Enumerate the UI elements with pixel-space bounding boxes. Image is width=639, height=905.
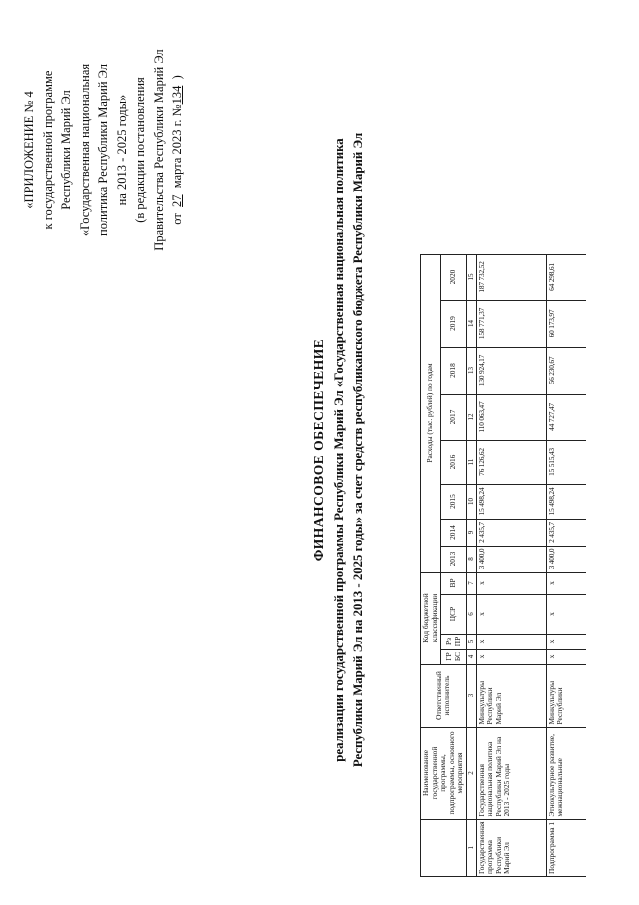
row-value: 15 498,24 — [476, 484, 546, 519]
row-value: 44 727,47 — [546, 394, 586, 440]
row-status: Подпрограмма 1 — [546, 819, 586, 876]
row-value: 2 435,7 — [546, 519, 586, 546]
row-grbs: x — [476, 649, 546, 664]
executor-header: Ответственный исполнитель — [421, 664, 467, 727]
annex-line: на 2013 - 2025 годы» — [114, 94, 129, 206]
table-header-row — [421, 254, 441, 876]
year-header: 2013 — [441, 546, 467, 572]
column-number: 11 — [466, 440, 476, 484]
row-executor: Минкультуры Республики — [546, 664, 586, 727]
decree-prefix: от — [170, 213, 184, 225]
row-value: 64 298,61 — [546, 254, 586, 300]
year-header: 2018 — [441, 347, 467, 394]
row-value: 130 924,17 — [476, 347, 546, 394]
column-number: 9 — [466, 519, 476, 546]
column-number: 12 — [466, 394, 476, 440]
row-vr: x — [546, 572, 586, 594]
grbs-header: ГР БС — [441, 649, 467, 664]
year-header: 2015 — [441, 484, 467, 519]
row-executor: Минкультуры Республики Марий Эл — [476, 664, 546, 727]
column-number: 5 — [466, 634, 476, 649]
row-rzpr: x — [476, 634, 546, 649]
document-subtitle-line: реализации государственной программы Республики Марий Эл «Государственная национальная политика — [332, 138, 346, 762]
year-header: 2016 — [441, 440, 467, 484]
annex-line: Правительства Республики Марий Эл — [151, 49, 166, 251]
column-number: 15 — [466, 254, 476, 300]
table-row — [476, 254, 546, 876]
decree-month: марта 2023 г. № — [170, 104, 184, 189]
row-rzpr: x — [546, 634, 586, 649]
status-header — [421, 819, 467, 876]
budget-codes-header: Код бюджетной классификации — [421, 572, 441, 664]
row-name: Этнокультурное развитие, межнациональные — [546, 727, 586, 819]
column-number: 2 — [466, 727, 476, 819]
year-header: 2017 — [441, 394, 467, 440]
row-value: 76 126,62 — [476, 440, 546, 484]
row-csr: x — [546, 594, 586, 634]
column-number: 7 — [466, 572, 476, 594]
row-value: 158 771,37 — [476, 300, 546, 347]
decree-line — [168, 35, 187, 265]
row-value: 110 063,47 — [476, 394, 546, 440]
annex-line: к государственной программе — [40, 70, 55, 230]
row-vr: x — [476, 572, 546, 594]
column-number: 3 — [466, 664, 476, 727]
row-name: Государственная национальная политика Республики Марий Эл на 2013 - 2025 годы — [476, 727, 546, 819]
column-number: 10 — [466, 484, 476, 519]
table-row — [546, 254, 586, 876]
row-value: 187 732,52 — [476, 254, 546, 300]
annex-header — [20, 35, 187, 265]
column-number: 8 — [466, 546, 476, 572]
decree-number: 134 — [170, 85, 184, 105]
financing-table — [420, 254, 586, 877]
column-number: 1 — [466, 819, 476, 876]
column-number: 6 — [466, 594, 476, 634]
year-header: 2020 — [441, 254, 467, 300]
row-value: 15 515,43 — [546, 440, 586, 484]
column-number: 4 — [466, 649, 476, 664]
annex-line: (в редакции постановления — [133, 77, 147, 223]
row-value: 2 435,7 — [476, 519, 546, 546]
year-header: 2019 — [441, 300, 467, 347]
document-heading — [308, 15, 368, 885]
annex-line: политика Республики Марий Эл — [96, 64, 110, 236]
column-number: 14 — [466, 300, 476, 347]
decree-day: 27 — [170, 194, 184, 207]
row-value: 3 400,0 — [546, 546, 586, 572]
rzpr-header: Рз ПР — [441, 634, 467, 649]
annex-line: «Государственная национальная — [77, 63, 92, 237]
row-value: 15 498,24 — [546, 484, 586, 519]
document-title: ФИНАНСОВОЕ ОБЕСПЕЧЕНИЕ — [311, 338, 326, 562]
vr-header: ВР — [441, 572, 467, 594]
csr-header: ЦСР — [441, 594, 467, 634]
year-header: 2014 — [441, 519, 467, 546]
annex-title: «ПРИЛОЖЕНИЕ № 4 — [22, 91, 36, 209]
row-value: 56 230,67 — [546, 347, 586, 394]
row-status: Государственная программа Республики Марий Эл — [476, 819, 546, 876]
row-csr: x — [476, 594, 546, 634]
decree-suffix: ) — [170, 75, 184, 80]
annex-line: Республики Марий Эл — [59, 90, 73, 210]
row-value: 3 400,0 — [476, 546, 546, 572]
document-subtitle-line: Республики Марий Эл на 2013 - 2025 годы» за счет средств республиканского бюджета Республики Марий Эл — [351, 132, 365, 768]
name-header: Наименование государственной программы, подпрограммы, основного мероприятия — [421, 727, 467, 819]
row-value: 60 173,97 — [546, 300, 586, 347]
column-number-row — [466, 254, 476, 876]
row-grbs: x — [546, 649, 586, 664]
expenses-header: Расходы (тыс. рублей) по годам — [421, 254, 441, 572]
column-number: 13 — [466, 347, 476, 394]
